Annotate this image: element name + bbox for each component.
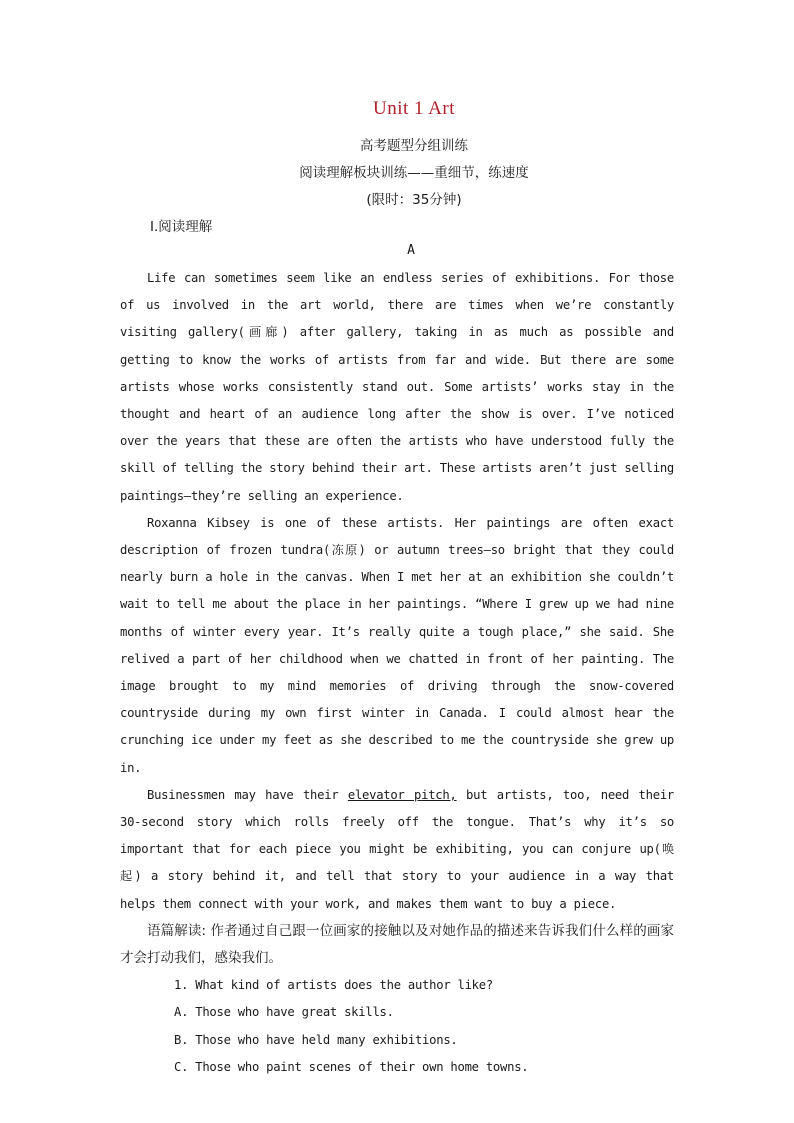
passage-letter: A <box>407 243 415 258</box>
paragraph-3-start: Businessmen may have their <box>147 787 348 802</box>
paragraph-3 <box>120 782 674 918</box>
passage-analysis: 语篇解读: 作者通过自己跟一位画家的接触以及对她作品的描述来告诉我们什么样的画家才会打动我们，感染我们。 <box>120 922 674 967</box>
section-label: Ⅰ.阅读理解 <box>150 219 213 235</box>
passage-body <box>120 265 674 1081</box>
unit-title: Unit 1 Art <box>372 98 456 119</box>
question-1-option-a: A. Those who have great skills. <box>174 1005 394 1020</box>
question-1-stem: 1. What kind of artists does the author like? <box>174 978 493 993</box>
training-subtitle: 阅读理解板块训练——重细节，练速度 <box>299 165 529 181</box>
question-1-option-c: C. Those who paint scenes of their own home towns. <box>174 1059 529 1074</box>
exam-type-subtitle: 高考题型分组训练 <box>360 138 468 154</box>
paragraph-1: Life can sometimes seem like an endless series of exhibitions. For those of us involved in the art world, there are times when we’re constantly visiting gallery(画廊) after gallery, taking in as much as possible and getting to know the works of artists from far and wide. But there are some artists whose works consistently stand out. Some artists’ works stay in the thought and heart of an audience long after the show is over. I’ve noticed over the years that these are often the artists who have understood fully the skill of telling the story behind their art. These artists aren’t just selling paintings—they’re selling an experience. <box>120 271 674 503</box>
underlined-phrase: elevator pitch, <box>347 787 457 802</box>
paragraph-3-rest: but artists, too, need their 30-second story which rolls freely off the tongue. That’s why it’s so important that for each piece you might be exhibiting, you can conjure up(唤起) a story behind it, and tell that story to your audience in a way that helps them connect with your work, and makes them want to buy a piece. <box>120 787 674 911</box>
paragraph-2: Roxanna Kibsey is one of these artists. Her paintings are often exact description of frozen tundra(冻原) or autumn trees—so bright that they could nearly burn a hole in the canvas. When I met her at an exhibition she couldn’t wait to tell me about the place in her paintings. “Where I grew up we had nine months of winter every year. It’s really quite a tough place,” she said. She relived a part of her childhood when we chatted in front of her painting. The image brought to my mind memories of driving through the snow-covered countryside during my own first winter in Canada. I could almost hear the crunching ice under my feet as she described to me the countryside she grew up in. <box>120 515 674 775</box>
time-limit: (限时：35分钟) <box>366 192 462 208</box>
question-1-option-b: B. Those who have held many exhibitions. <box>174 1032 458 1047</box>
